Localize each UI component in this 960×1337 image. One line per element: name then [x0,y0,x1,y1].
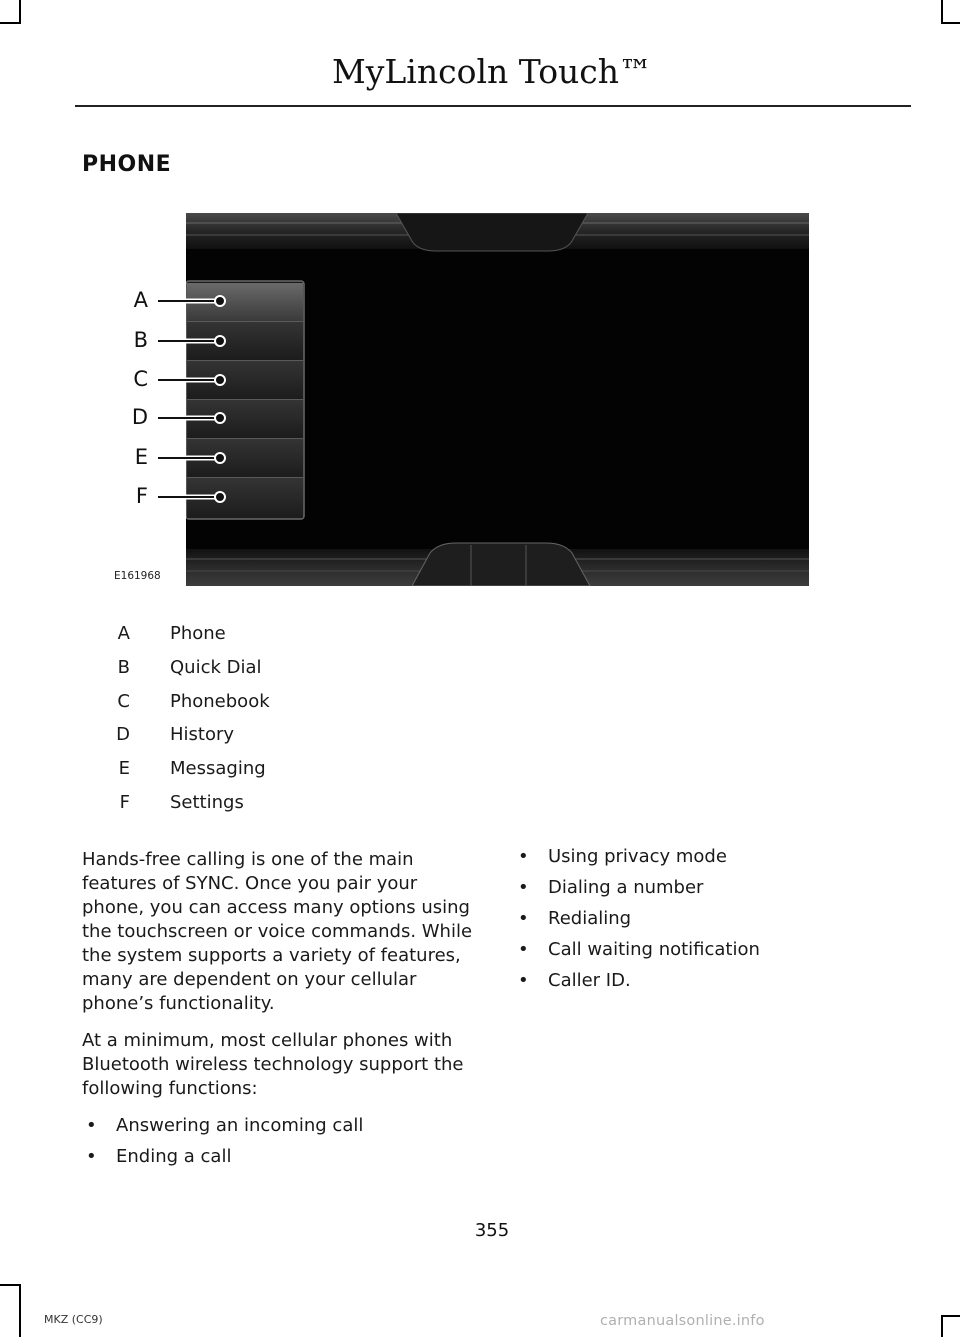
touchscreen-illustration [186,213,809,586]
legend-label: Messaging [170,758,266,779]
callout-leader-b [158,336,225,346]
callout-label-d: D [131,405,148,429]
bullet-icon: • [518,846,529,867]
header-divider [75,105,911,107]
bullet-icon: • [518,908,529,929]
bullet-icon: • [518,939,529,960]
figure-id: E161968 [114,570,161,582]
callout-label-a: A [133,288,148,312]
list-item-text: Answering an incoming call [116,1115,364,1136]
body-left-column [82,848,482,1176]
legend-letter: E [118,758,130,779]
bullet-icon: • [518,970,529,991]
model-code: MKZ (CC9) [44,1313,103,1326]
legend-label: Phone [170,623,226,644]
bullet-icon: • [86,1146,97,1167]
list-item [82,1114,482,1138]
callout-leader-f [158,492,225,502]
legend-letter: C [117,691,130,712]
legend-label: Quick Dial [170,657,262,678]
callout-leaders [150,285,240,515]
list-item [514,845,914,869]
list-item-text: Ending a call [116,1146,232,1167]
body-right-column [514,845,914,1000]
list-item [514,938,914,962]
crop-mark [19,0,21,24]
list-item [514,876,914,900]
callout-label-e: E [134,445,148,469]
functions-paragraph: At a minimum, most cellular phones with Bluetooth wireless technology support the following functions: [82,1030,464,1099]
crop-mark [941,22,960,24]
list-item-text: Dialing a number [548,877,704,898]
legend-letter: B [117,657,130,678]
callout-leader-a [158,296,225,306]
legend-letter: D [116,724,130,745]
crop-mark [941,1315,943,1337]
crop-mark [0,1284,21,1286]
page-header-title: MyLincoln Touch™ [331,52,653,91]
callout-leader-e [158,453,225,463]
watermark: carmanualsonline.info [600,1313,765,1329]
crop-mark [941,0,943,24]
legend-letter: F [119,792,130,813]
crop-mark [941,1315,960,1317]
callout-label-f: F [135,484,148,508]
callout-leader-d [158,413,225,423]
list-item [514,907,914,931]
bullet-icon: • [518,877,529,898]
list-item-text: Using privacy mode [548,846,727,867]
list-item-text: Redialing [548,908,632,929]
callout-leader-c [158,375,225,385]
bullet-icon: • [86,1115,97,1136]
intro-paragraph: Hands-free calling is one of the main features of SYNC. Once you pair your phone, you can access many options using the touchscreen or voice commands. While the system supports a variety of features, many are dependent on your cellular phone’s functionality. [82,849,473,1014]
list-item [82,1145,482,1169]
list-item [514,969,914,993]
section-title: PHONE [82,152,172,177]
callout-label-b: B [133,328,148,352]
callout-label-c: C [133,367,148,391]
crop-mark [0,22,21,24]
legend-label: History [170,724,235,745]
legend-letter: A [117,623,130,644]
touchscreen-graphic [186,213,809,586]
list-item-text: Call waiting notification [548,939,760,960]
crop-mark [19,1284,21,1337]
legend-label: Phonebook [170,691,270,712]
list-item-text: Caller ID. [548,970,631,991]
page-number: 355 [474,1220,510,1241]
legend-label: Settings [170,792,244,813]
